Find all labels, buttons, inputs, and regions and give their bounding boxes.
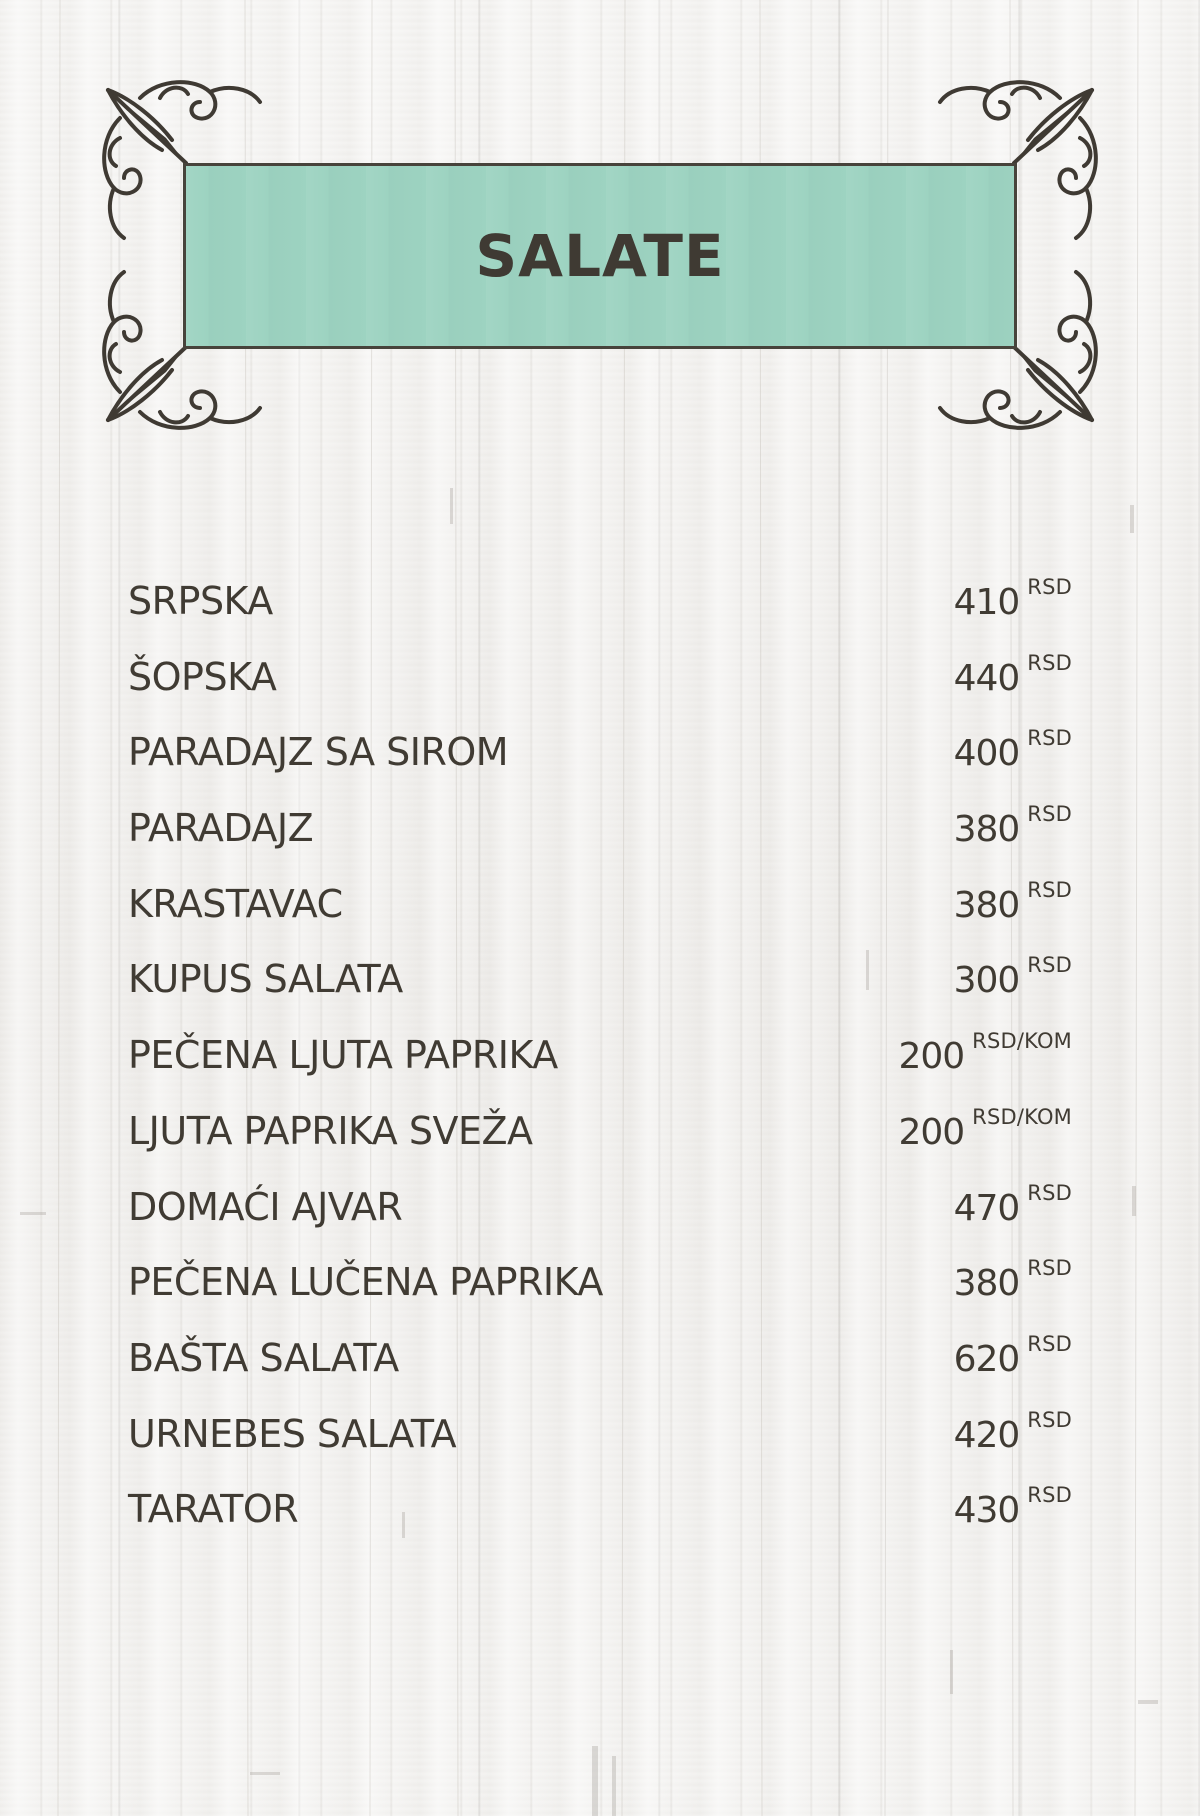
menu-item (128, 1102, 1072, 1178)
item-price (954, 950, 1072, 1012)
price-value: 380 (953, 1263, 1020, 1305)
item-price (898, 1102, 1072, 1164)
item-name: KRASTAVAC (128, 881, 343, 926)
item-name: PEČENA LJUTA PAPRIKA (128, 1033, 558, 1078)
price-currency: RSD (1027, 802, 1072, 827)
title-banner (183, 163, 1017, 349)
item-price (954, 875, 1072, 937)
menu-item (128, 950, 1072, 1026)
price-currency: RSD/KOM (972, 1029, 1072, 1054)
price-currency: RSD (1027, 1331, 1072, 1356)
price-currency: RSD (1027, 877, 1072, 902)
price-currency: RSD/KOM (972, 1104, 1072, 1129)
item-name: URNEBES SALATA (128, 1411, 457, 1456)
price-currency: RSD (1027, 953, 1072, 978)
price-value: 440 (953, 657, 1020, 699)
item-price (954, 1253, 1072, 1315)
price-value: 400 (953, 733, 1020, 775)
menu-item (128, 648, 1072, 724)
item-name: SRPSKA (128, 579, 273, 623)
price-currency: RSD (1027, 650, 1072, 675)
price-currency: RSD (1027, 1256, 1072, 1281)
item-price (954, 1329, 1072, 1391)
price-value: 410 (953, 582, 1020, 623)
item-price (954, 572, 1072, 634)
price-value: 380 (953, 884, 1020, 926)
item-name: KUPUS SALATA (128, 957, 403, 1002)
item-price (954, 723, 1072, 785)
price-currency: RSD (1027, 1407, 1072, 1432)
item-name: PEČENA LUČENA PAPRIKA (128, 1260, 603, 1305)
menu-item (128, 1026, 1072, 1102)
item-price (898, 1026, 1072, 1088)
item-price (954, 648, 1072, 710)
menu-item (128, 875, 1072, 951)
page-title: SALATE (475, 222, 725, 290)
menu-item (128, 799, 1072, 875)
item-price (954, 1480, 1072, 1542)
item-price (954, 1405, 1072, 1467)
menu-item (128, 1178, 1072, 1254)
item-name: TARATOR (128, 1487, 299, 1532)
price-value: 200 (898, 1036, 965, 1078)
menu-item (128, 1253, 1072, 1329)
item-name: LJUTA PAPRIKA SVEŽA (128, 1108, 533, 1153)
menu-list (128, 572, 1072, 1556)
price-value: 300 (953, 960, 1020, 1002)
item-price (954, 799, 1072, 861)
price-value: 620 (953, 1338, 1020, 1380)
item-name: ŠOPSKA (128, 654, 277, 699)
item-name: PARADAJZ (128, 806, 314, 851)
item-name: DOMAĆI AJVAR (128, 1184, 403, 1229)
item-name: BAŠTA SALATA (128, 1335, 399, 1380)
price-value: 380 (953, 809, 1020, 851)
price-currency: RSD (1027, 726, 1072, 751)
price-value: 470 (953, 1187, 1020, 1229)
price-currency: RSD (1027, 575, 1072, 599)
price-currency: RSD (1027, 1180, 1072, 1205)
item-price (954, 1178, 1072, 1240)
menu-header (100, 78, 1100, 432)
menu-item (128, 572, 1072, 648)
menu-item (128, 1480, 1072, 1556)
item-name: PARADAJZ SA SIROM (128, 730, 509, 775)
price-value: 200 (898, 1111, 965, 1153)
menu-item (128, 1329, 1072, 1405)
menu-item (128, 723, 1072, 799)
price-currency: RSD (1027, 1483, 1072, 1508)
price-value: 420 (953, 1414, 1020, 1456)
menu-item (128, 1405, 1072, 1481)
price-value: 430 (953, 1490, 1020, 1532)
